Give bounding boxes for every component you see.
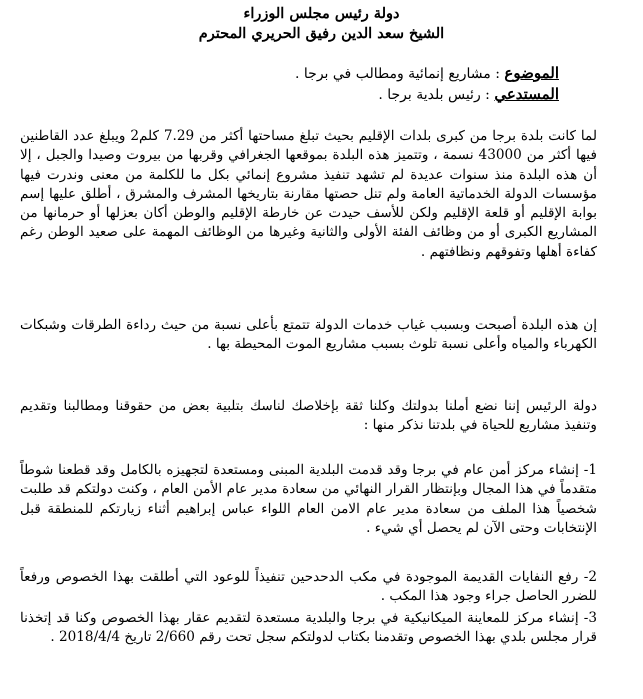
applicant-label: المستدعي <box>494 85 559 103</box>
list-item-number: 3- <box>578 610 597 626</box>
list-item <box>20 568 597 607</box>
applicant-line <box>378 84 559 105</box>
applicant-value: : رئيس بلدية برجا . <box>378 87 495 103</box>
list-item-number: 1- <box>578 462 597 478</box>
list-item <box>20 609 597 648</box>
list-item <box>20 461 597 538</box>
list-item-text: إنشاء مركز أمن عام في برجا وقد قدمت البلدية المبنى ومستعدة لتجهيزه بالكامل وقد قطعنا شوطاً متقدماً في هذا المجال وبإنتظار القرار النهائي من سعادة مدير عام الأمن العام ، وكنت دولتكم قد طلبت شخصياً هذا الملف من سعادة مدير عام الامن العام اللواء عباس إبراهيم أثناء زيارتكم للمنطقة قبل الإنتخابات وحتى الآن لم يحصل أي شيء . <box>20 462 597 536</box>
subject-value: : مشاريع إنمائية ومطالب في برجا . <box>295 66 505 82</box>
subject-label: الموضوع <box>504 64 559 82</box>
addressee-title: دولة رئيس مجلس الوزراء <box>243 5 400 22</box>
paragraph-services: إن هذه البلدة أصبحت وبسبب غياب خدمات الدولة تتمتع بأعلى نسبة من حيث رداءة الطرقات وشبكات الكهرباء والمياه وأعلى نسبة تلوث بسبب مشاريع الموت المحيطة بها . <box>20 317 597 353</box>
addressee-name: الشيخ سعد الدين رفيق الحريري المحترم <box>198 25 445 42</box>
list-item-text: إنشاء مركز للمعاينة الميكانيكية في برجا والبلدية مستعدة لتقديم عقار بهذا الخصوص وكنا قد إتخذنا قرار مجلس بلدي بهذا الخصوص وتقدمنا بكتاب لدولتكم سجل تحت رقم 2/660 تاريخ 2018/4/4 . <box>20 610 597 646</box>
paragraph-intro: لما كانت بلدة برجا من كبرى بلدات الإقليم بحيث تبلغ مساحتها أكثر من 7.29 كلم2 ويبلغ عدد القاطنين فيها أكثر من 43000 نسمة ، وتتميز هذه البلدة بموقعها الجغرافي وقربها من بيروت وصيدا والجبل ، إلا أن هذه البلدة منذ سنوات عديدة لم تشهد تنفيذ مشروع إنمائي بكل ما للكلمة من معنى وندرت فيها مؤسسات الدولة الخدماتية العامة ولم تنل حصتها مقارنة بتاريخها المشرف والمشرق ، أطلق عليها إسم بوابة الإقليم أو قلعة الإقليم ولكن للأسف حيدت عن خارطة الإقليم والوطن أكان بعزلها أو حرمانها من المشاريع الكبرى أو من وظائف الفئة الأولى والثانية وغيرها من الوظائف المهمة على صعيد الوطن رغم كفاءة أهلها وتفوقهم ونظافتهم . <box>20 128 597 260</box>
list-item-number: 2- <box>578 569 598 585</box>
paragraph-request: دولة الرئيس إننا نضع أملنا بدولتك وكلنا ثقة بإخلاصك لناسك بتلبية بعض من حقوقنا ومطالبنا وتقديم وتنفيذ مشاريع للحياة في بلدتنا نذكر منها : <box>20 398 597 434</box>
list-item-text: رفع النفايات القديمة الموجودة في مكب الدحدحين تنفيذاً للوعود التي أطلقت بهذا الخصوص ورفعاً للضرر الحاصل جراء وجود هذا المكب . <box>20 569 597 605</box>
subject-line <box>295 63 559 84</box>
